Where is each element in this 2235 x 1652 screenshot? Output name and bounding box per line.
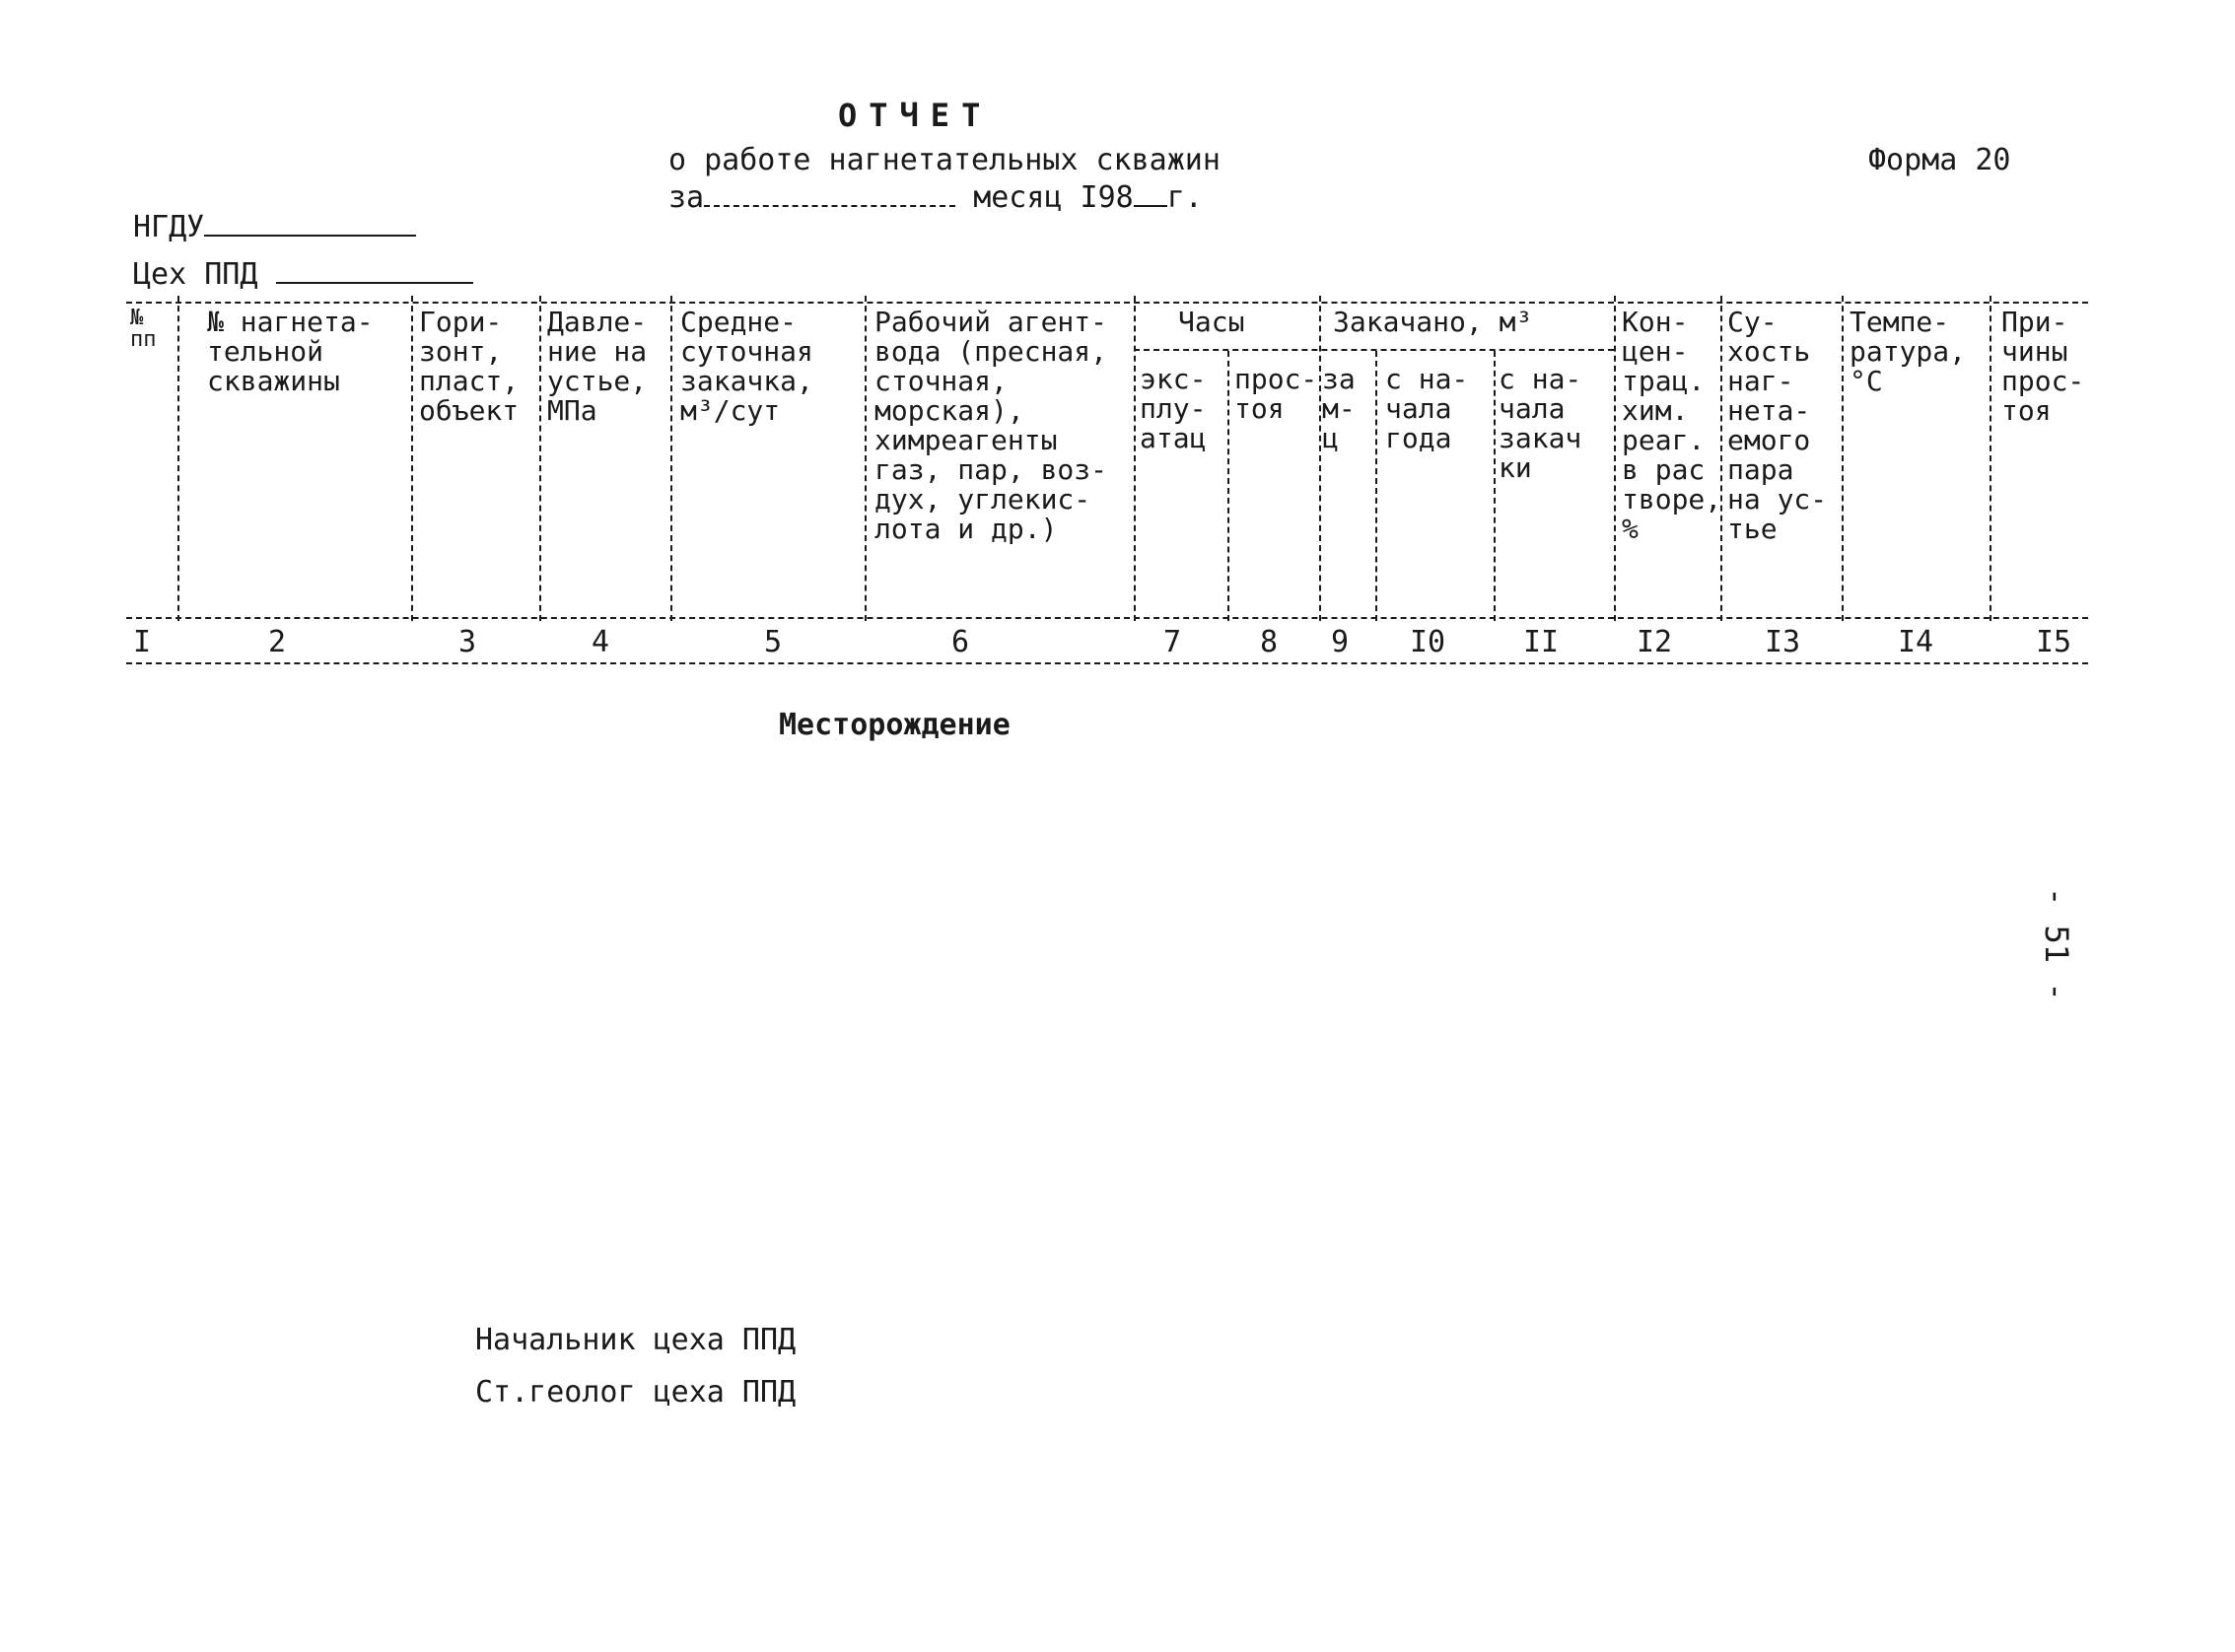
col-header-temperature: Темпе- ратура, °С bbox=[1850, 306, 1967, 397]
report-period bbox=[668, 177, 1203, 215]
column-number: I2 bbox=[1637, 625, 1673, 659]
col-header-hours: Часы bbox=[1178, 306, 1245, 338]
column-number: 7 bbox=[1163, 625, 1182, 659]
column-number: 6 bbox=[951, 625, 970, 659]
col-divider bbox=[177, 296, 179, 621]
hours-downtime-header: прос- тоя bbox=[1234, 363, 1318, 425]
col-divider bbox=[1614, 296, 1616, 621]
col-header-daily-injection: Средне- суточная закачка, м³/сут bbox=[680, 306, 813, 427]
report-subtitle: о работе нагнетательных скважин bbox=[668, 143, 1221, 177]
period-prefix: за bbox=[668, 180, 705, 215]
col-header-dryness: Су- хость наг- нета- емого пара на ус- тье bbox=[1727, 306, 1828, 545]
signature-geologist: Ст.геолог цеха ППД bbox=[475, 1375, 797, 1410]
column-number: II bbox=[1523, 625, 1560, 659]
col-header-agent: Рабочий агент-вода (пресная, сточная, морская), химреагенты газ, пар, воз- дух, углекис- лота и др.) bbox=[874, 306, 1108, 545]
column-number: 4 bbox=[592, 625, 610, 659]
column-number: 5 bbox=[764, 625, 783, 659]
column-number: I5 bbox=[2036, 625, 2072, 659]
col-divider bbox=[539, 296, 541, 621]
col-divider bbox=[865, 296, 867, 621]
month-field[interactable] bbox=[704, 177, 955, 207]
table-bottom-border bbox=[126, 662, 2088, 664]
period-suffix: месяц I98 bbox=[973, 180, 1134, 215]
form-label: Форма 20 bbox=[1868, 143, 2011, 177]
workshop-field[interactable] bbox=[276, 254, 473, 284]
hours-operation-header: экс- плу- атац bbox=[1140, 363, 1207, 454]
col-header-well-number: № нагнета- тельной скважины bbox=[207, 306, 374, 397]
col-header-downtime-reason: При- чины прос- тоя bbox=[2001, 306, 2085, 427]
col-divider bbox=[1319, 296, 1321, 621]
col-divider bbox=[1375, 351, 1377, 621]
page-number: - 51 - bbox=[2038, 887, 2075, 1001]
column-number: 2 bbox=[268, 625, 287, 659]
col-divider bbox=[1990, 296, 1991, 621]
table-header-bottom-border bbox=[126, 617, 2088, 619]
column-number: 8 bbox=[1260, 625, 1279, 659]
workshop-label: Цех ППД bbox=[133, 257, 258, 292]
report-title: ОТЧЕТ bbox=[838, 97, 993, 134]
col-divider bbox=[1494, 351, 1496, 621]
injected-total-header: с на- чала закач ки bbox=[1499, 363, 1582, 484]
col-divider bbox=[1227, 351, 1229, 621]
ngdu-row bbox=[133, 207, 416, 244]
table-top-border bbox=[126, 302, 2088, 304]
signature-chief: Начальник цеха ППД bbox=[475, 1323, 797, 1357]
col-header-horizon: Гори- зонт, пласт, объект bbox=[419, 306, 520, 427]
column-number: I4 bbox=[1898, 625, 1934, 659]
workshop-row bbox=[133, 254, 473, 292]
col-header-npp: № пп bbox=[130, 306, 157, 352]
col-divider bbox=[1720, 296, 1722, 621]
col-divider bbox=[1842, 296, 1844, 621]
col-header-concentration: Кон- цен- трац. хим. реаг. в рас творе, % bbox=[1622, 306, 1722, 545]
col-divider bbox=[670, 296, 672, 621]
hours-subheader-line bbox=[1134, 349, 1614, 351]
column-number: I3 bbox=[1765, 625, 1801, 659]
column-number: I0 bbox=[1410, 625, 1446, 659]
col-header-injected: Закачано, м³ bbox=[1333, 306, 1533, 338]
column-number: I bbox=[133, 625, 152, 659]
column-number: 9 bbox=[1331, 625, 1350, 659]
ngdu-label: НГДУ bbox=[133, 210, 205, 244]
col-header-pressure: Давле- ние на устье, МПа bbox=[547, 306, 648, 427]
col-divider bbox=[1134, 296, 1136, 621]
column-number: 3 bbox=[458, 625, 477, 659]
year-field[interactable] bbox=[1134, 177, 1167, 207]
ngdu-field[interactable] bbox=[204, 207, 416, 237]
field-label: Месторождение bbox=[779, 708, 1011, 742]
period-year-suffix: г. bbox=[1166, 180, 1203, 215]
injected-year-header: с на- чала года bbox=[1385, 363, 1469, 454]
col-divider bbox=[411, 296, 413, 621]
injected-month-header: за м- ц bbox=[1322, 363, 1356, 454]
